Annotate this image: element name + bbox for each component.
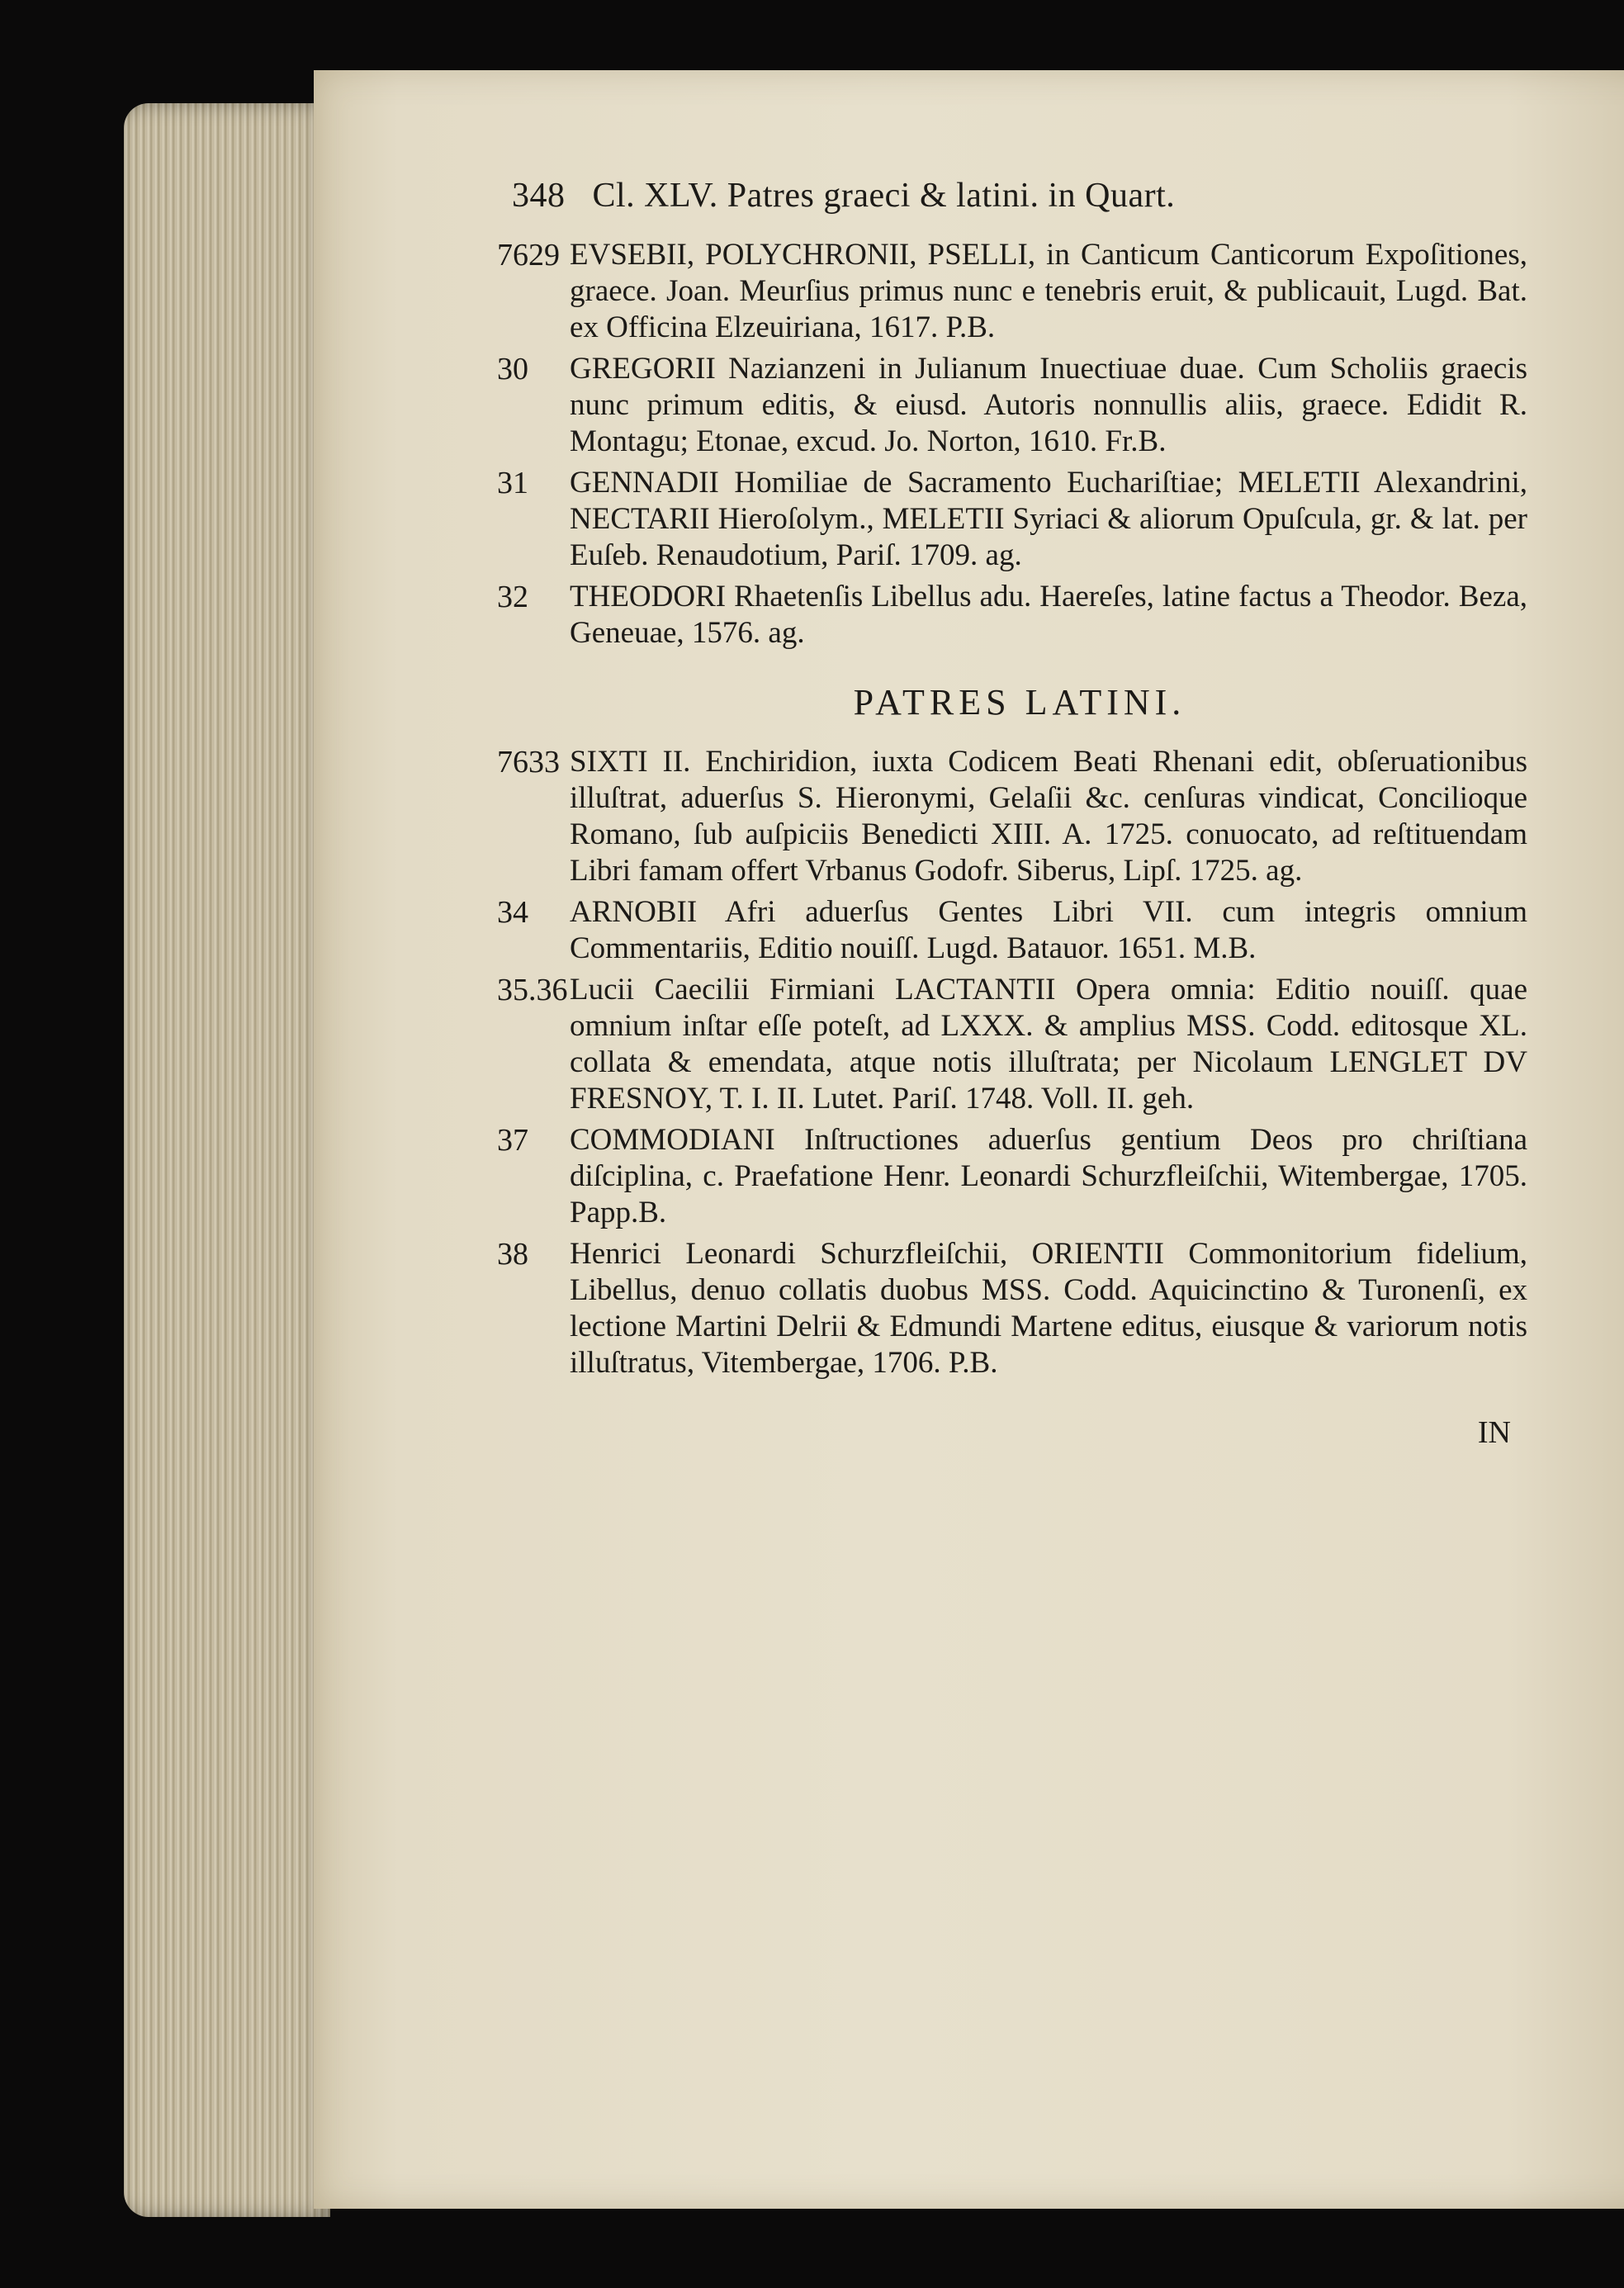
- catalog-entry: [497, 465, 1527, 574]
- page-text: [497, 177, 1527, 1451]
- entry-number: 32: [497, 580, 528, 614]
- catalog-entry: [497, 237, 1527, 346]
- catalog-entry: [497, 579, 1527, 651]
- catalog-entry: [497, 744, 1527, 889]
- entry-number: 7629: [497, 238, 560, 272]
- entry-number: 34: [497, 895, 528, 930]
- section-title: PATRES LATINI.: [853, 682, 1186, 722]
- catalog-entry: [497, 972, 1527, 1117]
- entry-number: 31: [497, 466, 528, 500]
- page-edges: [124, 103, 330, 2217]
- catalog-entry: [497, 351, 1527, 460]
- catalog-entry: [497, 1236, 1527, 1381]
- entry-number: 7633: [497, 745, 560, 779]
- entry-text: SIXTI II. Enchiridion, iuxta Codicem Beati Rhenani edit, obſeruationibus illuſtrat, aduerſus S. Hieronymi, Gelaſii &c. cenſuras vindicat, Concilioque Romano, ſub auſpiciis Benedicti XIII. A. 1725. conuocato, ad reſtituendam Libri famam offert Vrbanus Godofr. Siberus, Lipſ. 1725. ag.: [570, 745, 1527, 888]
- entry-text: ARNOBII Afri aduerſus Gentes Libri VII. cum integris omnium Commentariis, Editio nouiſſ. Lugd. Batauor. 1651. M.B.: [570, 895, 1527, 965]
- entry-text: Henrici Leonardi Schurzfleiſchii, ORIENTII Commonitorium fidelium, Libellus, denuo collatis duobus MSS. Codd. Aquicinctino & Turonenſi, ex lectione Martini Delrii & Edmundi Martene editus, eiusque & variorum notis illuſtratus, Vitembergae, 1706. P.B.: [570, 1237, 1527, 1380]
- entry-text: EVSEBII, POLYCHRONII, PSELLI, in Canticum Canticorum Expoſitiones, graece. Joan. Meurſius primus nunc e tenebris eruit, & publicauit, Lugd. Bat. ex Officina Elzeuiriana, 1617. P.B.: [570, 238, 1527, 344]
- entry-text: Lucii Caecilii Firmiani LACTANTII Opera omnia: Editio nouiſſ. quae omnium inſtar eſſe poteſt, ad LXXX. & amplius MSS. Codd. editosque XL. collata & emendata, atque notis illuſtrata; per Nicolaum LENGLET DV FRESNOY, T. I. II. Lutet. Pariſ. 1748. Voll. II. geh.: [570, 973, 1527, 1116]
- entry-number: 35.36: [497, 973, 568, 1007]
- catchword: IN: [1477, 1415, 1511, 1450]
- entry-number: 37: [497, 1123, 528, 1158]
- catalog-entry: [497, 1122, 1527, 1231]
- running-head: [512, 178, 1527, 214]
- entry-text: GENNADII Homiliae de Sacramento Euchariſtiae; MELETII Alexandrini, NECTARII Hieroſolym., MELETII Syriaci & aliorum Opuſcula, gr. & lat. per Euſeb. Renaudotium, Pariſ. 1709. ag.: [570, 466, 1527, 572]
- entry-text: COMMODIANI Inſtructiones aduerſus gentium Deos pro chriſtiana diſciplina, c. Praefatione Henr. Leonardi Schurzfleiſchii, Witembergae, 1705. Papp.B.: [570, 1123, 1527, 1229]
- page-number: 348: [512, 177, 566, 215]
- running-title: Cl. XLV. Patres graeci & latini. in Quart.: [592, 177, 1176, 215]
- entry-number: 30: [497, 352, 528, 386]
- entry-text: GREGORII Nazianzeni in Julianum Inuectiuae duae. Cum Scholiis graecis nunc primum editis, & eiusd. Autoris nonnullis aliis, graece. Edidit R. Montagu; Etonae, excud. Jo. Norton, 1610. Fr.B.: [570, 352, 1527, 458]
- entry-number: 38: [497, 1237, 528, 1272]
- entry-text: THEODORI Rhaetenſis Libellus adu. Haereſes, latine factus a Theodor. Beza, Geneuae, 1576. ag.: [570, 580, 1527, 650]
- catalog-entry: [497, 894, 1527, 967]
